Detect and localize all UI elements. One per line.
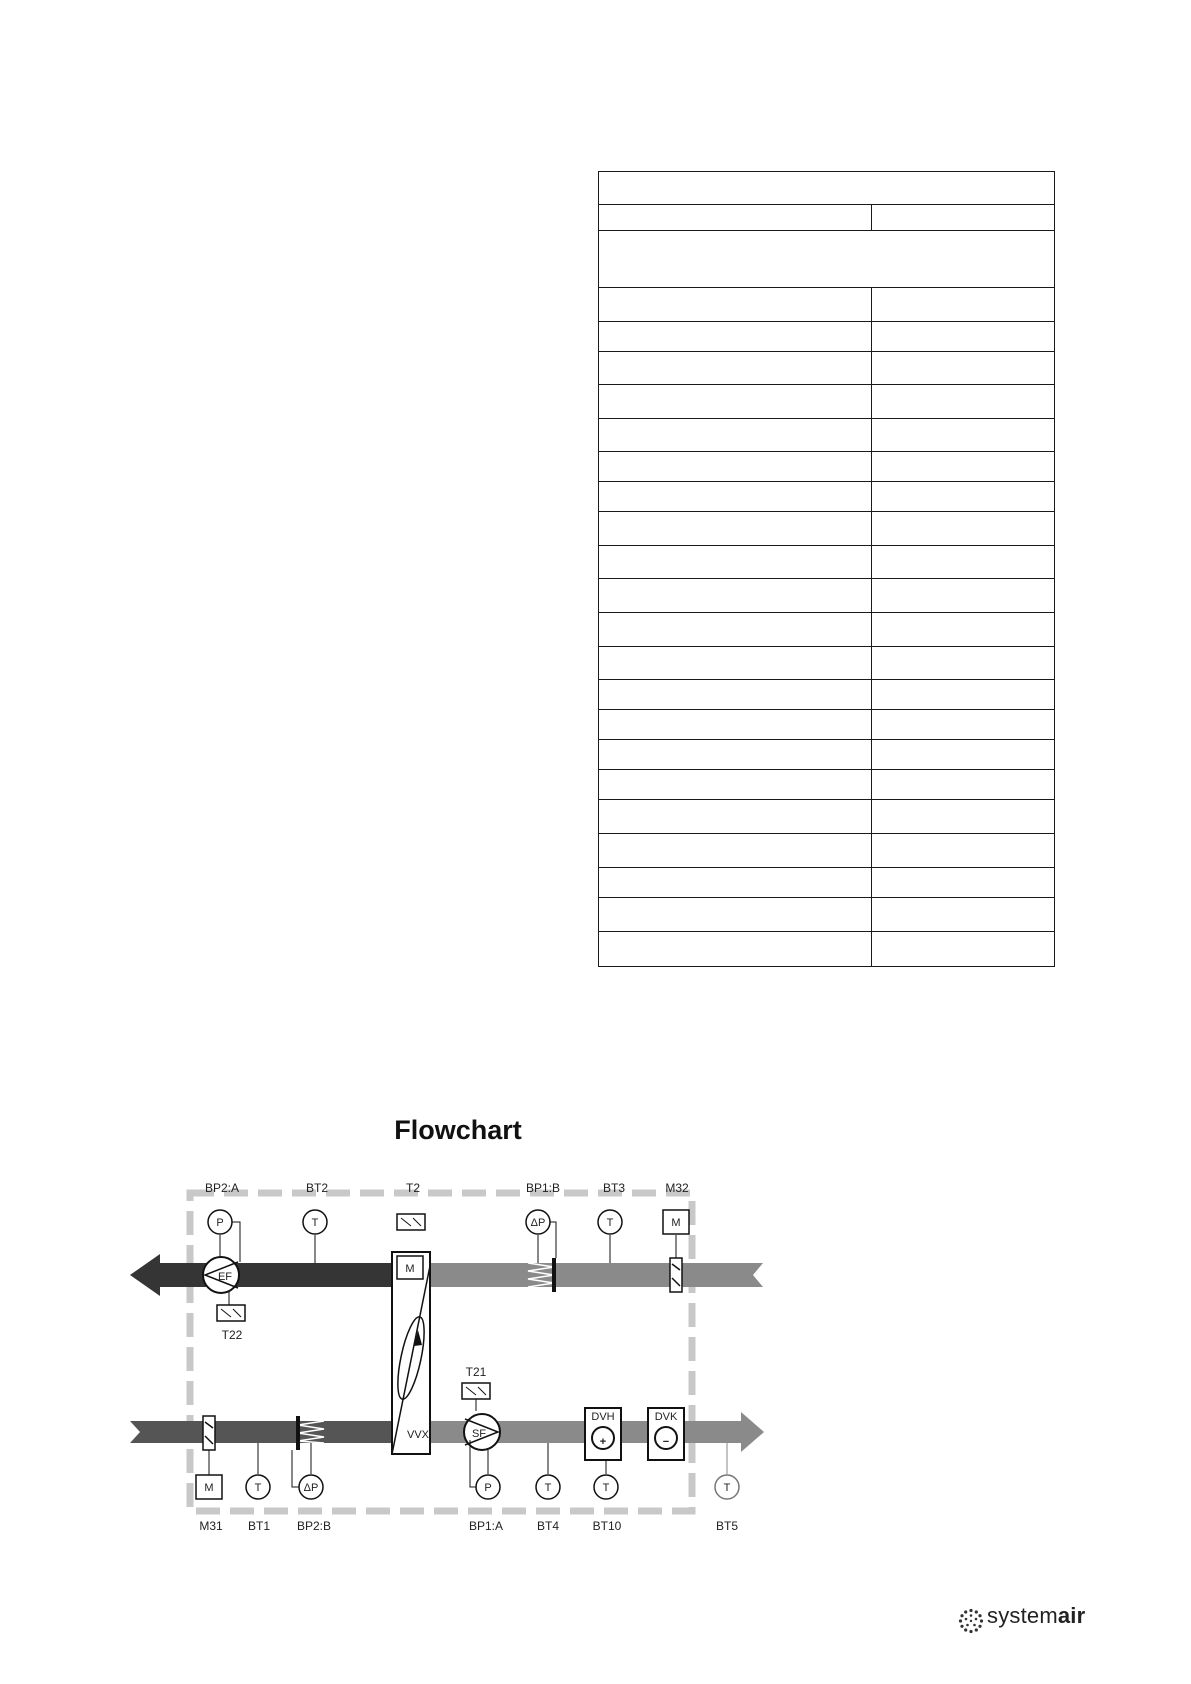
outdoor-air-duct (130, 1421, 392, 1443)
bt4-symbol: T (544, 1482, 552, 1494)
m32-symbol: M (671, 1217, 681, 1229)
label-bp2b: BP2:B (296, 1519, 332, 1533)
bp2b-symbol: ΔP (303, 1482, 319, 1494)
label-bt1: BT1 (247, 1519, 271, 1533)
dvh-label: DVH (591, 1411, 615, 1423)
unit-boundary (190, 1193, 692, 1511)
label-bp1b: BP1:B (525, 1181, 561, 1195)
cooler-dvk (648, 1408, 684, 1460)
vvx-label: VVX (406, 1429, 430, 1441)
bt3-symbol: T (606, 1217, 614, 1229)
bt1-symbol: T (254, 1482, 262, 1494)
m31-symbol: M (204, 1482, 214, 1494)
dvk-label: DVK (654, 1411, 678, 1423)
transmitter-t22 (217, 1305, 245, 1321)
supply-air-duct (392, 1412, 764, 1452)
exhaust-damper (670, 1258, 682, 1292)
minus-icon: − (662, 1436, 670, 1448)
bp2a-symbol: P (216, 1217, 224, 1229)
label-bt10: BT10 (592, 1519, 622, 1533)
vvx-motor-symbol: M (405, 1263, 415, 1275)
brand-logo-text (987, 1603, 1085, 1629)
label-bt3: BT3 (602, 1181, 626, 1195)
transmitter-t2 (397, 1214, 425, 1230)
label-t21: T21 (465, 1365, 487, 1379)
supply-fan-sf (464, 1414, 500, 1450)
brand-light: system (987, 1603, 1058, 1628)
transmitter-t21 (462, 1383, 490, 1399)
label-t2: T2 (405, 1181, 421, 1195)
bp1b-symbol: ΔP (530, 1217, 546, 1229)
extract-fan-ef (203, 1257, 239, 1293)
extract-air-duct (392, 1263, 763, 1287)
bt5-symbol: T (723, 1482, 731, 1494)
label-bp1a: BP1:A (468, 1519, 504, 1533)
bt2-symbol: T (311, 1217, 319, 1229)
label-t22: T22 (221, 1328, 243, 1342)
flowchart-title: Flowchart (394, 1115, 522, 1145)
label-bt5: BT5 (715, 1519, 739, 1533)
brand-bold: air (1057, 1603, 1086, 1628)
exhaust-air-duct (130, 1254, 392, 1296)
label-bt4: BT4 (536, 1519, 560, 1533)
outdoor-damper (203, 1416, 215, 1450)
ef-label: EF (217, 1271, 233, 1283)
label-bp2a: BP2:A (204, 1181, 240, 1195)
bp1a-symbol: P (484, 1482, 492, 1494)
plus-icon: + (599, 1436, 607, 1448)
label-m31: M31 (199, 1519, 223, 1533)
label-bt2: BT2 (305, 1181, 329, 1195)
heater-dvh (585, 1408, 621, 1460)
bt10-symbol: T (602, 1482, 610, 1494)
sf-label: SF (471, 1428, 487, 1440)
systemair-sunburst-icon (958, 1606, 984, 1636)
heat-exchanger-vvx (392, 1252, 430, 1454)
label-m32: M32 (665, 1181, 689, 1195)
